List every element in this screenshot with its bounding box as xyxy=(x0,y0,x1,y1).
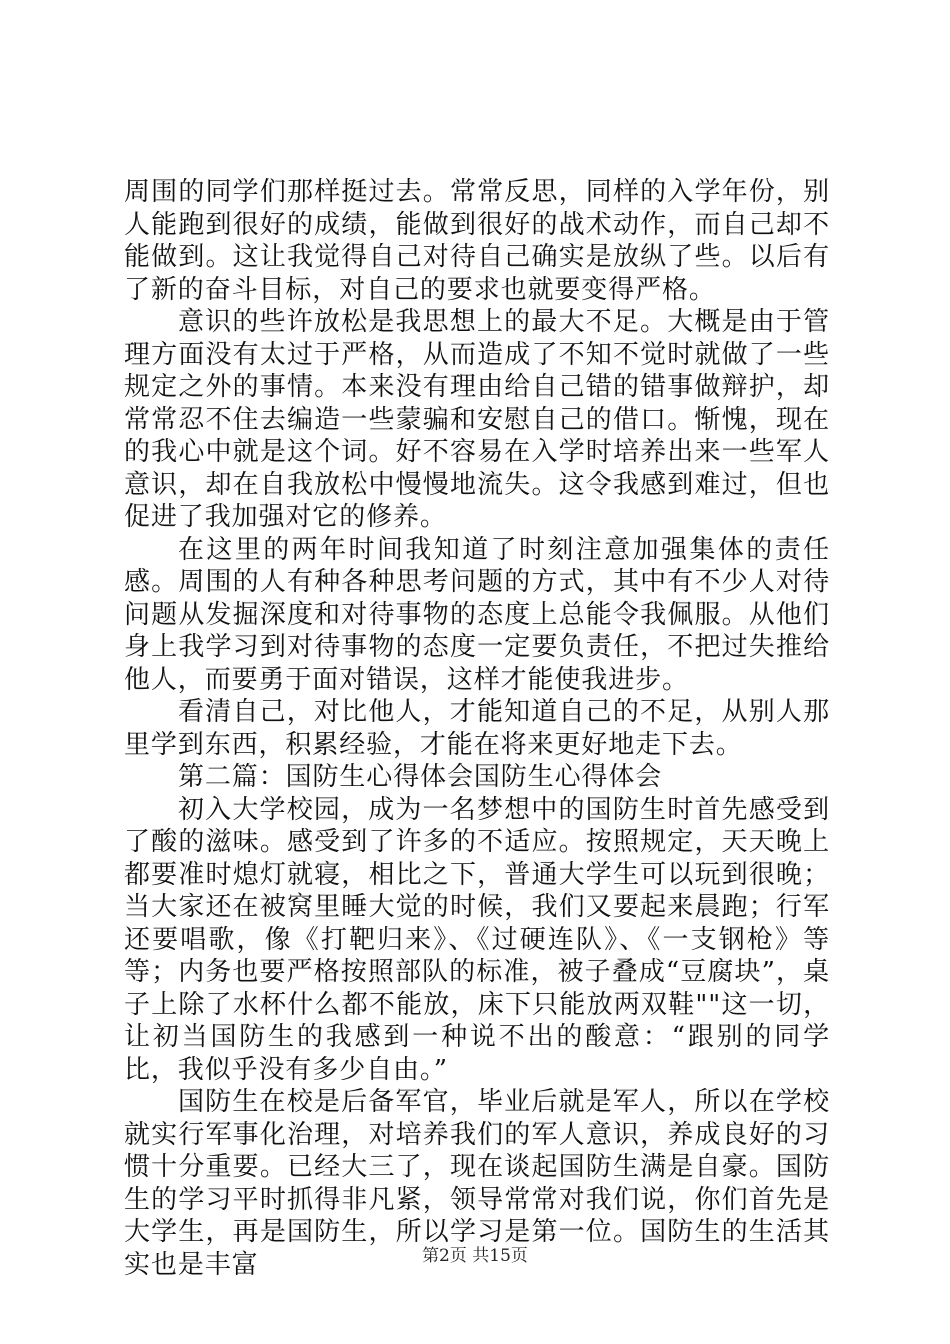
page-footer: 第2页 共15页 xyxy=(422,1246,528,1266)
paragraph-2: 意识的些许放松是我思想上的最大不足。大概是由于管理方面没有太过于严格，从而造成了不知不觉时就做了一些规定之外的事情。本来没有理由给自己错的错事做辩护，却常常忍不住去编造一些蒙骗和安慰自己的借口。惭愧，现在的我心中就是这个词。好不容易在入学时培养出来一些军人意识，却在自我放松中慢慢地流失。这令我感到难过，但也促进了我加强对它的修养。 xyxy=(124,307,830,532)
paragraph-1: 周围的同学们那样挺过去。常常反思，同样的入学年份，别人能跑到很好的成绩，能做到很好的战术动作，而自己却不能做到。这让我觉得自己对待自己确实是放纵了些。以后有了新的奋斗目标，对自己的要求也就要变得严格。 xyxy=(124,177,830,305)
paragraph-6: 国防生在校是后备军官，毕业后就是军人，所以在学校就实行军事化治理，对培养我们的军人意识，养成良好的习惯十分重要。已经大三了，现在谈起国防生满是自豪。国防生的学习平时抓得非凡紧，领导常常对我们说，你们首先是大学生，再是国防生，所以学习是第一位。国防生的生活其实也是丰富 xyxy=(124,1087,830,1280)
section-heading: 第二篇：国防生心得体会国防生心得体会 xyxy=(178,762,663,792)
paragraph-3: 在这里的两年时间我知道了时刻注意加强集体的责任感。周围的人有种各种思考问题的方式，其中有不少人对待问题从发掘深度和对待事物的态度上总能令我佩服。从他们身上我学习到对待事物的态度一定要负责任，不把过失推给他人，而要勇于面对错误，这样才能使我进步。 xyxy=(124,534,830,695)
document-body xyxy=(124,176,830,1281)
paragraph-5: 初入大学校园，成为一名梦想中的国防生时首先感受到了酸的滋味。感受到了许多的不适应。按照规定，天天晚上都要准时熄灯就寝，相比之下，普通大学生可以玩到很晚；当大家还在被窝里睡大觉的时候，我们又要起来晨跑；行军还要唱歌，像《打靶归来》、《过硬连队》、《一支钢枪》等等；内务也要严格按照部队的标准，被子叠成“豆腐块”，桌子上除了水杯什么都不能放，床下只能放两双鞋""这一切，让初当国防生的我感到一种说不出的酸意：“跟别的同学比，我似乎没有多少自由。” xyxy=(124,794,830,1085)
paragraph-4: 看清自己，对比他人，才能知道自己的不足，从别人那里学到东西，积累经验，才能在将来更好地走下去。 xyxy=(124,697,830,760)
